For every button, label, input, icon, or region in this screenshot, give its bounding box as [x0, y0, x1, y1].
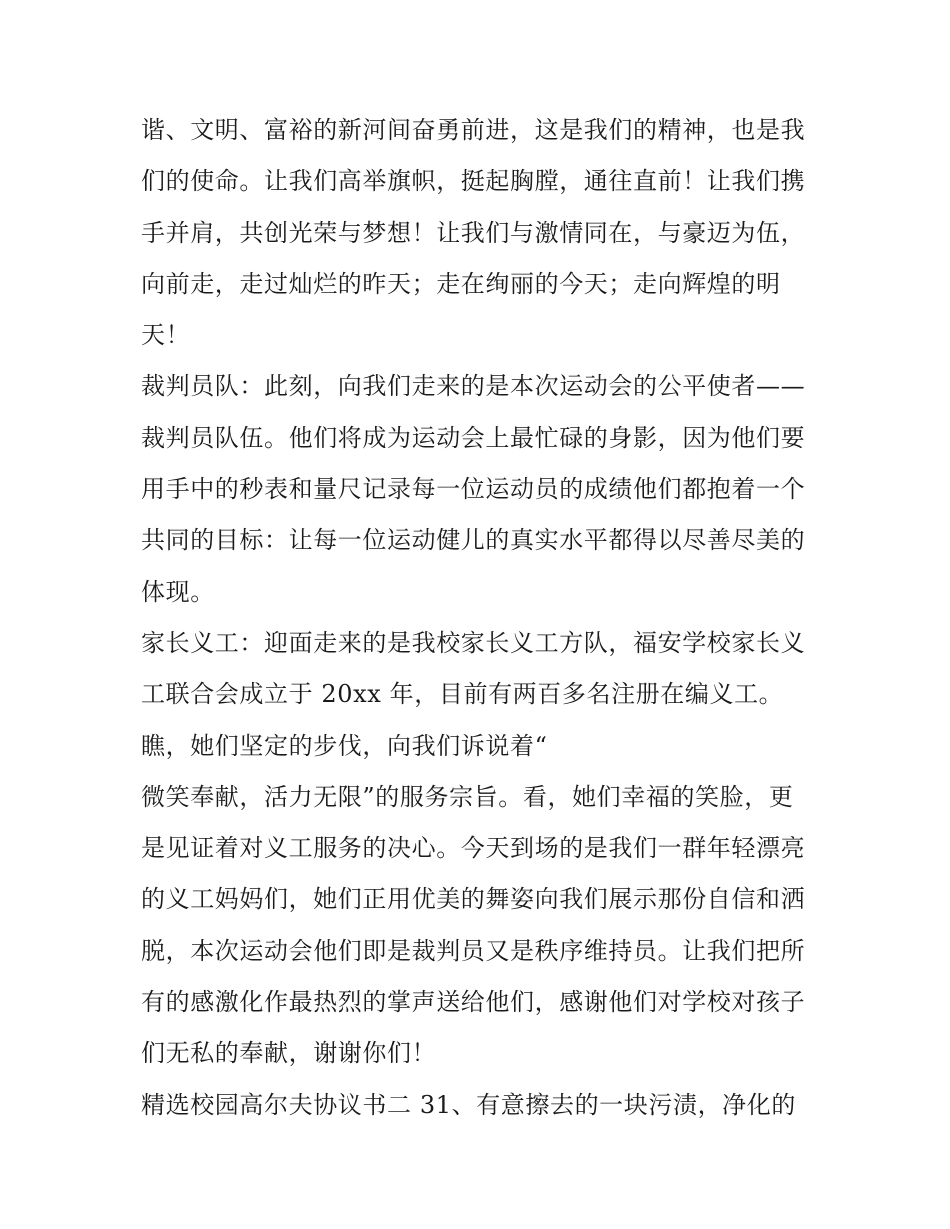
text-line: 用手中的秒表和量尺记录每一位运动员的成绩他们都抱着一个 [141, 475, 806, 504]
text-line: 们的使命。让我们高举旗帜，挺起胸膛，通往直前！让我们携 [141, 167, 806, 196]
text-line: 是见证着对义工服务的决心。今天到场的是我们一群年轻漂亮 [141, 834, 806, 863]
text-line: 天！ [141, 321, 191, 350]
document-body [141, 108, 821, 1134]
text-line: 谐、文明、富裕的新河间奋勇前进，这是我们的精神，也是我 [141, 116, 806, 144]
text-line: 裁判员队伍。他们将成为运动会上最忙碌的身影，因为他们要 [141, 423, 806, 452]
text-line: 裁判员队：此刻，向我们走来的是本次运动会的公平使者—— [141, 372, 806, 401]
text-line: 精选校园高尔夫协议书二 31、有意擦去的一块污渍，净化的 [141, 1090, 796, 1119]
text-line: 们无私的奉献，谢谢你们！ [141, 1039, 437, 1068]
text-line: 手并肩，共创光荣与梦想！让我们与激情同在，与豪迈为伍， [141, 218, 806, 247]
text-line: 体现。 [141, 577, 215, 606]
text-line: 有的感激化作最热烈的掌声送给他们，感谢他们对学校对孩子 [141, 988, 806, 1017]
text-line: 的义工妈妈们，她们正用优美的舞姿向我们展示那份自信和洒 [141, 885, 806, 914]
text-line: 共同的目标：让每一位运动健儿的真实水平都得以尽善尽美的 [141, 526, 806, 555]
text-line: 瞧，她们坚定的步伐，向我们诉说着“ [141, 731, 548, 760]
text-line: 向前走，走过灿烂的昨天；走在绚丽的今天；走向辉煌的明 [141, 269, 781, 298]
text-line: 家长义工：迎面走来的是我校家长义工方队，福安学校家长义 [141, 628, 806, 657]
text-line: 微笑奉献，活力无限”的服务宗旨。看，她们幸福的笑脸，更 [141, 782, 794, 811]
text-line: 工联合会成立于 20xx 年，目前有两百多名注册在编义工。 [141, 680, 784, 709]
text-line: 脱，本次运动会他们即是裁判员又是秩序维持员。让我们把所 [141, 936, 806, 965]
